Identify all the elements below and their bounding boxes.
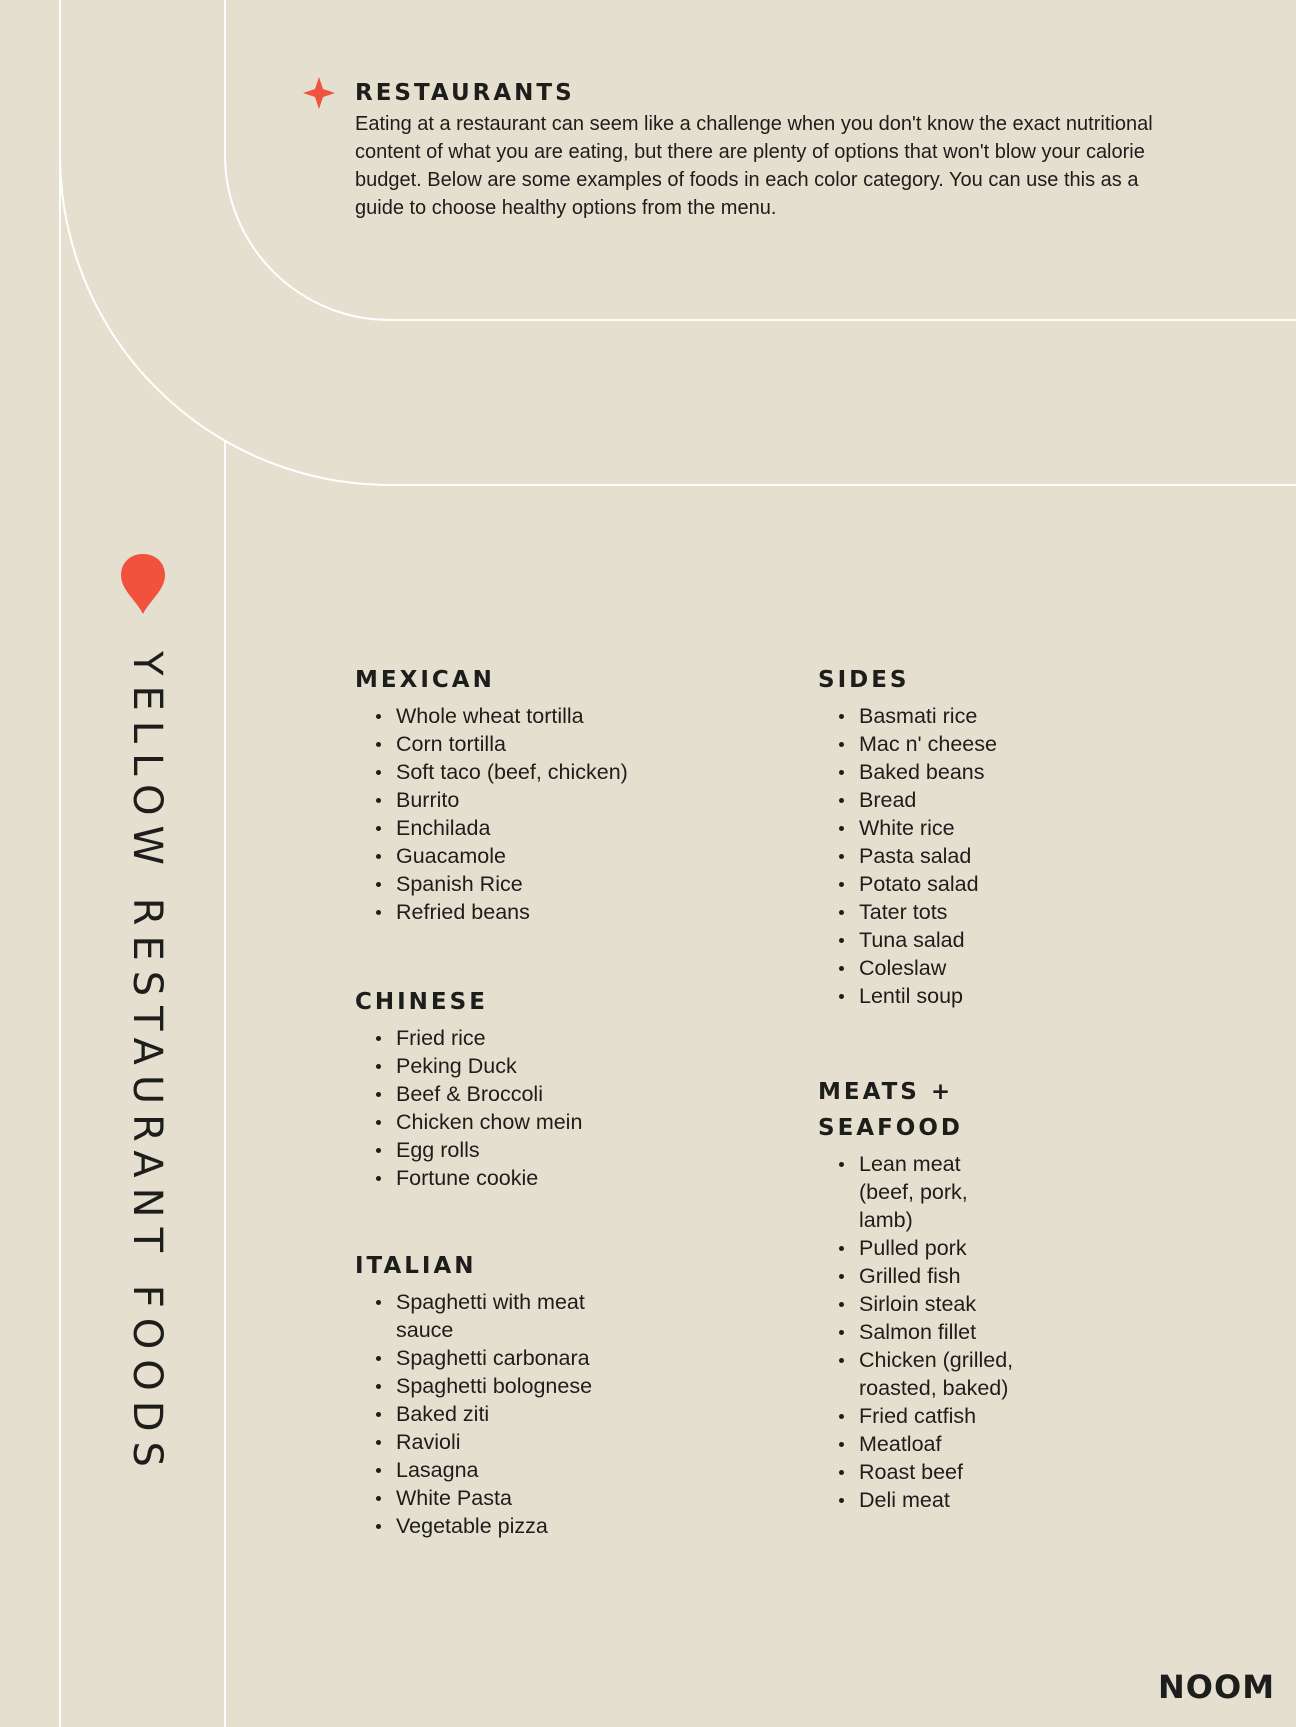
list-item: Fortune cookie bbox=[396, 1164, 715, 1192]
intro-body: Eating at a restaurant can seem like a challenge when you don't know the exact nutritional content of what you are eating, but there are plenty of options that won't blow your calorie budget. Below are some examples of foods in each color category. You can use this as a guide to choose healthy options from the menu. bbox=[355, 113, 1153, 219]
list-item: Beef & Broccoli bbox=[396, 1080, 715, 1108]
list-item: Baked beans bbox=[859, 758, 1178, 786]
list-item: Bread bbox=[859, 786, 1178, 814]
page-title: YELLOW RESTAURANT FOODS bbox=[124, 651, 170, 1477]
list-item: Baked ziti bbox=[396, 1400, 615, 1428]
list-item: Lasagna bbox=[396, 1456, 615, 1484]
list-item: Egg rolls bbox=[396, 1136, 715, 1164]
list-item: Basmati rice bbox=[859, 702, 1178, 730]
section-sides bbox=[818, 662, 1178, 1010]
list-item: Ravioli bbox=[396, 1428, 615, 1456]
food-list bbox=[818, 1150, 1018, 1514]
list-item: Chicken chow mein bbox=[396, 1108, 715, 1136]
list-item: Potato salad bbox=[859, 870, 1178, 898]
list-item: Vegetable pizza bbox=[396, 1512, 615, 1540]
section-chinese bbox=[355, 984, 715, 1192]
list-item: Spaghetti bolognese bbox=[396, 1372, 615, 1400]
list-item: Tater tots bbox=[859, 898, 1178, 926]
list-item: Roast beef bbox=[859, 1458, 1018, 1486]
list-item: Deli meat bbox=[859, 1486, 1018, 1514]
food-list bbox=[818, 702, 1178, 1010]
list-item: Pasta salad bbox=[859, 842, 1178, 870]
section-title: CHINESE bbox=[355, 989, 488, 1015]
list-item: Enchilada bbox=[396, 814, 715, 842]
list-item: Spaghetti with meat sauce bbox=[396, 1288, 615, 1344]
section-italian bbox=[355, 1248, 615, 1540]
list-item: Meatloaf bbox=[859, 1430, 1018, 1458]
section-title: MEXICAN bbox=[355, 667, 495, 693]
list-item: Mac n' cheese bbox=[859, 730, 1178, 758]
brand-logo: NOOM bbox=[1158, 1668, 1276, 1706]
list-item: Salmon fillet bbox=[859, 1318, 1018, 1346]
list-item: Lentil soup bbox=[859, 982, 1178, 1010]
list-item: White Pasta bbox=[396, 1484, 615, 1512]
location-pin-icon bbox=[118, 552, 168, 616]
section-meats-seafood bbox=[818, 1074, 1018, 1514]
intro-section bbox=[355, 80, 1175, 222]
list-item: Peking Duck bbox=[396, 1052, 715, 1080]
list-item: Fried catfish bbox=[859, 1402, 1018, 1430]
list-item: Burrito bbox=[396, 786, 715, 814]
section-title: ITALIAN bbox=[355, 1253, 477, 1279]
food-list bbox=[355, 702, 715, 926]
list-item: Corn tortilla bbox=[396, 730, 715, 758]
food-list bbox=[355, 1024, 715, 1192]
list-item: Fried rice bbox=[396, 1024, 715, 1052]
list-item: Grilled fish bbox=[859, 1262, 1018, 1290]
list-item: Whole wheat tortilla bbox=[396, 702, 715, 730]
food-list bbox=[355, 1288, 615, 1540]
sparkle-icon bbox=[302, 76, 336, 110]
section-title: MEATS + SEAFOOD bbox=[818, 1079, 963, 1141]
list-item: White rice bbox=[859, 814, 1178, 842]
list-item: Pulled pork bbox=[859, 1234, 1018, 1262]
list-item: Soft taco (beef, chicken) bbox=[396, 758, 715, 786]
intro-title: RESTAURANTS bbox=[355, 80, 575, 106]
list-item: Coleslaw bbox=[859, 954, 1178, 982]
section-title: SIDES bbox=[818, 667, 910, 693]
section-mexican bbox=[355, 662, 715, 926]
list-item: Lean meat (beef, pork, lamb) bbox=[859, 1150, 1018, 1234]
list-item: Spanish Rice bbox=[396, 870, 715, 898]
list-item: Tuna salad bbox=[859, 926, 1178, 954]
list-item: Spaghetti carbonara bbox=[396, 1344, 615, 1372]
list-item: Refried beans bbox=[396, 898, 715, 926]
list-item: Chicken (grilled, roasted, baked) bbox=[859, 1346, 1018, 1402]
list-item: Sirloin steak bbox=[859, 1290, 1018, 1318]
list-item: Guacamole bbox=[396, 842, 715, 870]
